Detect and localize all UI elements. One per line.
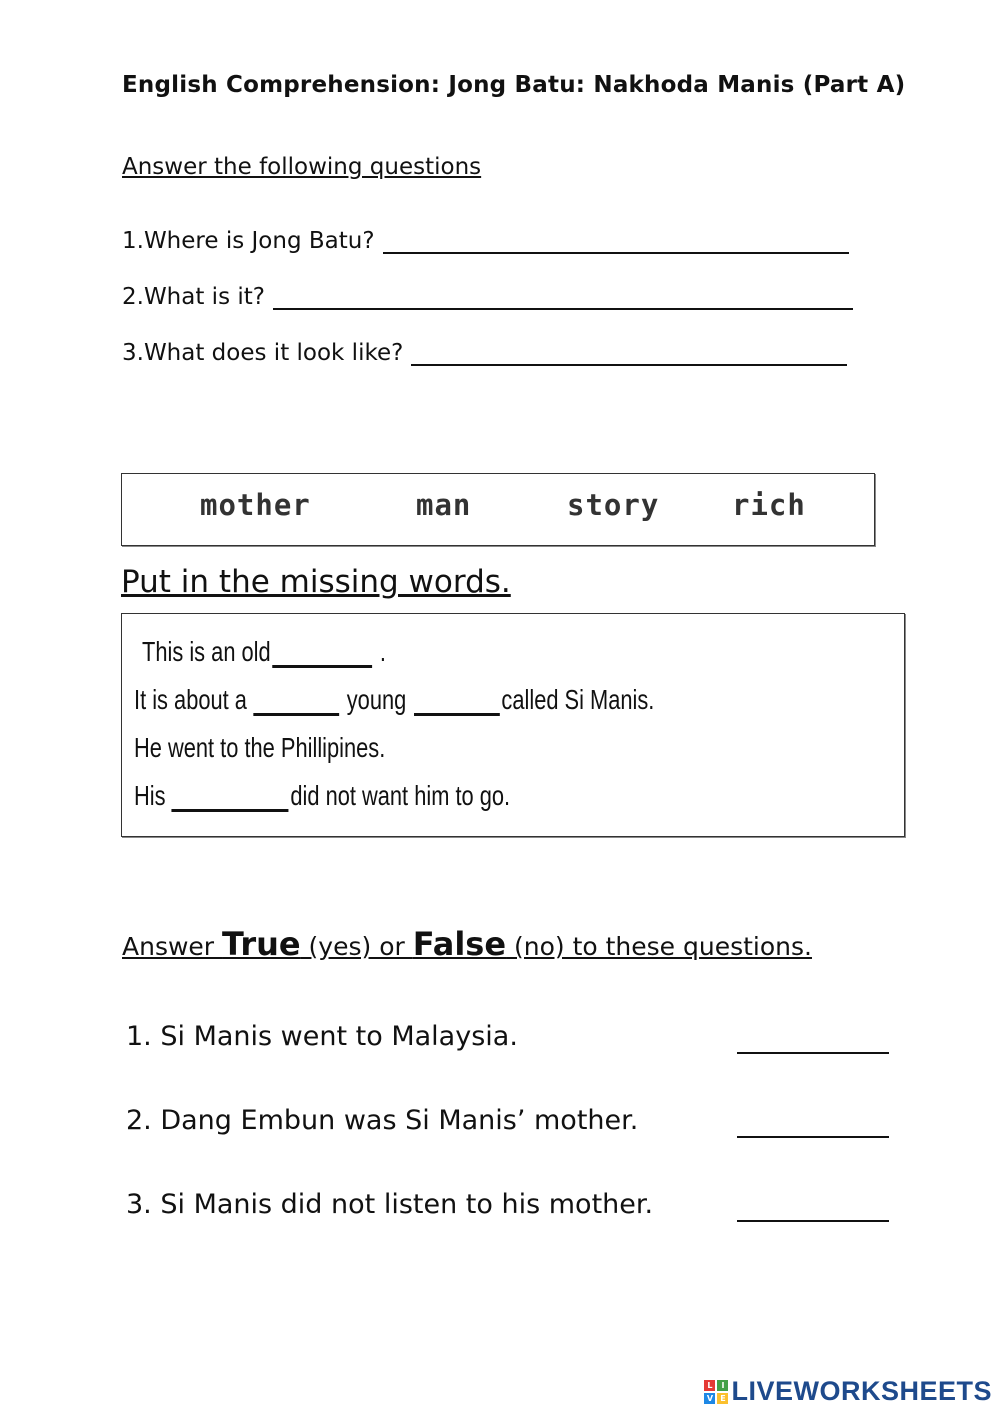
question-2	[122, 282, 853, 310]
tf-question-1: 1. Si Manis went to Malaysia.	[126, 1021, 518, 1052]
fill-line-4-text-a: His	[134, 780, 166, 811]
fill-line-2-text-a: It is about a	[134, 684, 247, 715]
word-bank-item[interactable]: mother	[200, 488, 311, 522]
tf-answer-input-3[interactable]	[737, 1192, 889, 1222]
tf-heading-part1: Answer	[122, 932, 223, 961]
fill-line-1	[142, 636, 386, 668]
fill-line-4-text-b: did not want him to go.	[290, 780, 511, 811]
answer-input-2[interactable]	[273, 282, 853, 310]
tf-heading-part2: (yes) or	[300, 932, 413, 961]
tf-question-3: 3. Si Manis did not listen to his mother.	[126, 1189, 654, 1220]
liveworksheets-icon	[704, 1380, 728, 1404]
fill-line-3	[134, 732, 385, 764]
tf-heading-false: False	[412, 925, 507, 963]
tf-heading-true: True	[222, 925, 301, 963]
answer-input-1[interactable]	[383, 226, 849, 254]
question-1-text: 1.Where is Jong Batu?	[122, 228, 375, 254]
true-false-heading	[122, 925, 812, 963]
section-heading-questions: Answer the following questions	[122, 154, 482, 180]
logo-letter-i: I	[717, 1380, 728, 1391]
word-bank-item[interactable]: story	[567, 488, 660, 522]
fill-blank-3[interactable]	[414, 685, 500, 716]
fill-line-1-text-b: .	[379, 636, 386, 667]
word-bank-item[interactable]: rich	[732, 488, 806, 522]
fill-line-4	[134, 780, 510, 812]
logo-letter-v: V	[704, 1393, 715, 1404]
fill-blank-4[interactable]	[172, 781, 289, 812]
word-bank	[121, 473, 875, 546]
question-1	[122, 226, 849, 254]
tf-question-2: 2. Dang Embun was Si Manis’ mother.	[126, 1105, 639, 1136]
fill-line-3-text: He went to the Phillipines.	[134, 732, 386, 763]
liveworksheets-logo[interactable]	[704, 1376, 992, 1407]
logo-letter-l: L	[704, 1380, 715, 1391]
question-3	[122, 338, 847, 366]
liveworksheets-wordmark: LIVEWORKSHEETS	[731, 1376, 992, 1406]
worksheet-title: English Comprehension: Jong Batu: Nakhoda Manis (Part A)	[122, 72, 906, 98]
fill-line-2-text-c: called Si Manis.	[501, 684, 655, 715]
fill-line-2	[134, 684, 654, 716]
question-3-text: 3.What does it look like?	[122, 340, 404, 366]
fill-line-1-text-a: This is an old	[142, 636, 271, 667]
fill-in-box	[121, 613, 905, 837]
answer-input-3[interactable]	[411, 338, 847, 366]
tf-heading-part3: (no) to these questions.	[506, 932, 812, 961]
tf-answer-input-1[interactable]	[737, 1024, 889, 1054]
question-2-text: 2.What is it?	[122, 284, 265, 310]
fill-blank-1[interactable]	[272, 637, 372, 668]
fill-line-2-text-b: young	[346, 684, 407, 715]
word-bank-item[interactable]: man	[416, 488, 472, 522]
tf-answer-input-2[interactable]	[737, 1108, 889, 1138]
fill-in-heading: Put in the missing words.	[121, 564, 511, 600]
fill-blank-2[interactable]	[253, 685, 339, 716]
logo-letter-e: E	[717, 1393, 728, 1404]
